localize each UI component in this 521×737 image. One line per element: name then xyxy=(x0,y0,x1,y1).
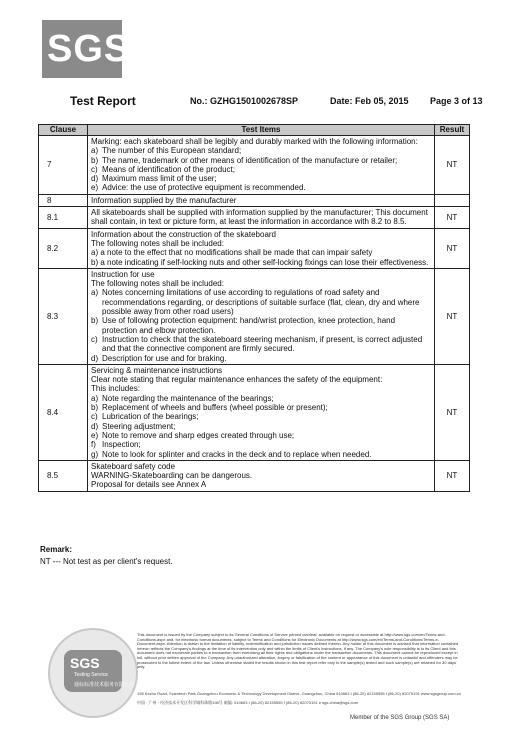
test-item-line: Information supplied by the manufacturer xyxy=(91,195,237,205)
result-cell: NT xyxy=(435,364,470,460)
test-item-line xyxy=(91,450,432,459)
test-item-line: WARNING-Skateboarding can be dangerous. xyxy=(91,471,253,481)
test-item-line xyxy=(91,156,432,165)
test-item-line: a) a note to the effect that no modifications shall be made that can impair safety xyxy=(91,248,373,258)
list-marker: d) xyxy=(91,421,99,431)
test-item-line xyxy=(91,422,432,431)
list-text: Means of identification of the product; xyxy=(102,164,235,174)
result-cell: NT xyxy=(435,460,470,491)
list-marker: c) xyxy=(91,412,98,422)
test-item-line: The following notes shall be included: xyxy=(91,238,224,248)
table-row xyxy=(39,364,470,460)
list-text: Inspection; xyxy=(102,440,141,450)
table-row xyxy=(39,228,470,268)
test-item-line xyxy=(91,146,432,155)
clause-cell: 8.5 xyxy=(39,460,88,491)
test-item-cell xyxy=(88,207,435,229)
test-item-line: This includes: xyxy=(91,384,140,394)
member-statement: Member of the SGS Group (SGS SA) xyxy=(350,715,450,721)
list-marker: c) xyxy=(91,334,98,344)
list-marker: a) xyxy=(91,146,99,156)
test-item-line: Skateboard safety code xyxy=(91,461,176,471)
test-item-line xyxy=(91,165,432,174)
test-item-line: b) a note indicating if self-locking nuts and other self-locking fixings can lose their effectiveness. xyxy=(91,257,429,267)
test-item-line xyxy=(91,403,432,412)
list-marker: b) xyxy=(91,155,99,165)
test-item-line: The following notes shall be included: xyxy=(91,279,224,289)
list-text: Note regarding the maintenance of the bearings; xyxy=(102,393,274,403)
test-item-cell xyxy=(88,194,435,206)
result-cell: NT xyxy=(435,228,470,268)
clause-cell: 8.1 xyxy=(39,207,88,229)
list-text: Notes concerning limitations of use according to regulations of road safety and recommendations regarding, or descriptions of suitable surface (flat, clean, dry and where possible away from other road users) xyxy=(102,288,420,317)
legal-disclaimer: This document is issued by the Company subject to its General Conditions of Service printed overleaf, available on request or accessible at http://www.sgs.com/en/Terms-and-Conditions.aspx and, for electronic format documents, subject to Terms and Conditions for Electronic Documents at http://www.sgs.com/en/Terms-and-Conditions/Terms-e-Document.aspx. Attention is drawn to the limitation of liability, indemnification and jurisdiction issues defined therein. Any holder of this document is advised that information contained hereon reflects the Company's findings at the time of its intervention only and within the limits of Client's instructions, if any. The Company's sole responsibility is to its Client and this document does not exonerate parties to a transaction from exercising all their rights and obligations under the transaction documents. This document cannot be reproduced except in full, without prior written approval of the Company. Any unauthorized alteration, forgery or falsification of the content or appearance of this document is unlawful and offenders may be prosecuted to the fullest extent of the law. Unless otherwise stated the results shown in this test report refer only to the sample(s) tested and such sample(s) are retained for 30 days only. xyxy=(137,632,459,670)
table-row xyxy=(39,268,470,364)
list-text: Replacement of wheels and buffers (wheel possible or present); xyxy=(102,403,328,413)
list-marker: f) xyxy=(91,440,96,450)
test-item-line xyxy=(91,440,432,449)
test-item-line xyxy=(91,354,432,363)
list-text: Advice: the use of protective equipment is recommended. xyxy=(102,183,306,193)
test-item-cell xyxy=(88,136,435,195)
list-marker: a) xyxy=(91,393,99,403)
clause-header: Clause xyxy=(39,125,88,136)
test-item-line: Instruction for use xyxy=(91,269,155,279)
list-marker: e) xyxy=(91,183,99,193)
list-text: Use of following protection equipment: hand/wrist protection, knee protection, hand protection and elbow protection. xyxy=(102,316,396,335)
test-item-cell xyxy=(88,268,435,364)
report-title: Test Report xyxy=(70,94,136,108)
test-item-line xyxy=(91,174,432,183)
test-item-line xyxy=(91,316,432,335)
report-number: No.: GZHG1501002678SP xyxy=(190,96,299,106)
test-item-line xyxy=(91,335,432,354)
clause-cell: 7 xyxy=(39,136,88,195)
list-text: Note to remove and sharp edges created through use; xyxy=(102,430,295,440)
footer-address-cn: 中国 · 广州 · 经济技术开发区科学城科珠路198号 邮编: 510663 t (86-20) 82155555 f (86-20) 82075191 e sgs.china@sgs.com xyxy=(137,700,359,705)
clause-cell: 8.4 xyxy=(39,364,88,460)
table-row xyxy=(39,207,470,229)
test-items-table xyxy=(38,124,470,492)
list-marker: b) xyxy=(91,403,99,413)
test-item-cell xyxy=(88,364,435,460)
test-item-line xyxy=(91,431,432,440)
sgs-logo-text: SGS xyxy=(47,28,131,70)
test-item-line: Proposal for details see Annex A xyxy=(91,480,207,490)
table-row xyxy=(39,136,470,195)
remark-text: NT --- Not test as per client's request. xyxy=(40,557,173,566)
list-marker: a) xyxy=(91,288,99,298)
list-text: Description for use and for braking. xyxy=(102,353,227,363)
test-item-line xyxy=(91,412,432,421)
result-cell: NT xyxy=(435,268,470,364)
list-text: Note to look for splinter and cracks in the deck and to replace when needed. xyxy=(102,449,372,459)
result-cell: NT xyxy=(435,207,470,229)
list-text: The name, trademark or other means of identification of the manufacture or retailer; xyxy=(102,155,398,165)
list-marker: g) xyxy=(91,449,99,459)
list-text: Instruction to check that the skateboard steering mechanism, if present, is correct adjusted and that the connective component are firmly secured. xyxy=(102,334,423,354)
test-item-line: Marking: each skateboard shall be legibly and durably marked with the following information: xyxy=(91,137,418,146)
list-marker: d) xyxy=(91,174,99,184)
table-row xyxy=(39,194,470,206)
test-item-cell xyxy=(88,228,435,268)
clause-cell: 8.3 xyxy=(39,268,88,364)
list-text: Maximum mass limit of the user; xyxy=(102,174,217,184)
table-row xyxy=(39,460,470,491)
seal-text: SGS xyxy=(70,655,100,671)
clause-cell: 8 xyxy=(39,194,88,206)
clause-cell: 8.2 xyxy=(39,228,88,268)
test-item-line xyxy=(91,183,432,192)
result-cell xyxy=(435,194,470,206)
test-item-line xyxy=(91,394,432,403)
list-text: Lubrication of the bearings; xyxy=(102,412,199,422)
test-item-line: Information about the construction of the skateboard xyxy=(91,229,277,239)
seal-subtext: Testing Service xyxy=(74,672,108,678)
report-date: Date: Feb 05, 2015 xyxy=(330,96,409,106)
test-item-cell xyxy=(88,460,435,491)
list-marker: d) xyxy=(91,353,99,363)
test-item-line: Servicing & maintenance instructions xyxy=(91,365,223,375)
remark-title: Remark: xyxy=(40,545,73,554)
list-text: Steering adjustment; xyxy=(102,421,176,431)
page-number: Page 3 of 13 xyxy=(430,96,483,106)
result-cell: NT xyxy=(435,136,470,195)
test-item-line: Clear note stating that regular maintenance enhances the safety of the equipment: xyxy=(91,375,383,385)
seal-subtext-chinese: 通标标准技术服务有限公司 xyxy=(74,682,135,688)
list-marker: e) xyxy=(91,430,99,440)
test-items-header: Test Items xyxy=(88,125,435,136)
list-marker: b) xyxy=(91,316,99,326)
test-item-line xyxy=(91,288,432,316)
list-marker: c) xyxy=(91,164,98,174)
list-text: The number of this European standard; xyxy=(102,146,242,156)
table-header-row xyxy=(39,125,470,136)
test-item-line: All skateboards shall be supplied with information supplied by the manufacturer; This document shall contain, in text or picture form, at least the information in accordance with 8.2 to 8.5. xyxy=(91,208,428,227)
footer-address-en: 198 Kezhu Road, Scientech Park Guangzhou Economic & Technology Development District, Guangzhou, China 510663 t (86-20) 82155555 f (86-20) 82075191 www.sgsgroup.com.cn xyxy=(137,691,461,696)
result-header: Result xyxy=(435,125,470,136)
